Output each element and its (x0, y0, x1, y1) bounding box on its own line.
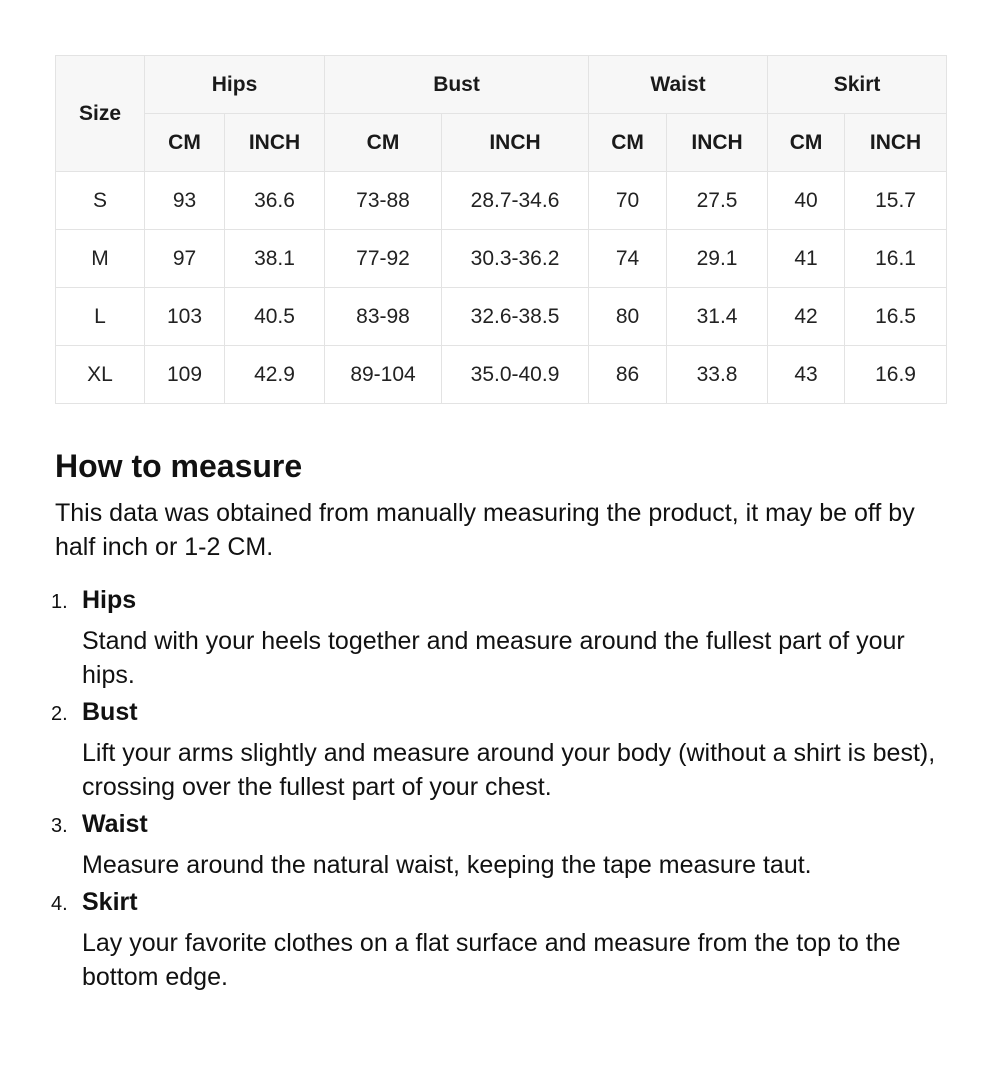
table-cell: 16.9 (845, 346, 947, 404)
table-cell: 40.5 (225, 288, 325, 346)
step-title: Waist (82, 810, 148, 838)
section-title: How to measure (55, 448, 303, 484)
table-cell: 16.1 (845, 230, 947, 288)
waist-group-header: Waist (589, 56, 768, 114)
table-cell: 86 (589, 346, 667, 404)
step-description: Lift your arms slightly and measure around your body (without a shirt is best), crossing over the fullest part of your chest. (82, 739, 936, 801)
table-cell: 97 (145, 230, 225, 288)
table-row (56, 346, 947, 404)
table-cell: 42 (768, 288, 845, 346)
table-cell: 31.4 (667, 288, 768, 346)
table-cell: 16.5 (845, 288, 947, 346)
measure-step-skirt (51, 886, 955, 994)
table-row (56, 230, 947, 288)
size-cell: L (56, 288, 145, 346)
unit-header: CM (589, 114, 667, 172)
table-body (56, 172, 947, 404)
step-description: Stand with your heels together and measure around the fullest part of your hips. (82, 627, 905, 689)
table-header (56, 56, 947, 172)
unit-header: INCH (442, 114, 589, 172)
unit-header: INCH (225, 114, 325, 172)
size-cell: XL (56, 346, 145, 404)
unit-header: INCH (845, 114, 947, 172)
table-cell: 15.7 (845, 172, 947, 230)
table-cell: 93 (145, 172, 225, 230)
step-description: Lay your favorite clothes on a flat surface and measure from the top to the bottom edge. (82, 929, 901, 991)
table-cell: 70 (589, 172, 667, 230)
table-row (56, 288, 947, 346)
measure-step-hips (51, 584, 955, 692)
table-cell: 35.0-40.9 (442, 346, 589, 404)
table-cell: 103 (145, 288, 225, 346)
table-cell: 38.1 (225, 230, 325, 288)
table-cell: 77-92 (325, 230, 442, 288)
measure-step-waist (51, 808, 955, 882)
hips-group-header: Hips (145, 56, 325, 114)
table-cell: 80 (589, 288, 667, 346)
size-chart-table (55, 55, 947, 404)
step-title: Bust (82, 698, 138, 726)
table-cell: 40 (768, 172, 845, 230)
how-to-measure-section (51, 446, 955, 998)
step-number: 1. (51, 591, 68, 613)
table-cell: 109 (145, 346, 225, 404)
table-cell: 27.5 (667, 172, 768, 230)
step-number: 4. (51, 893, 68, 915)
measure-step-bust (51, 696, 955, 804)
table-cell: 83-98 (325, 288, 442, 346)
step-title: Hips (82, 586, 137, 614)
table-cell: 28.7-34.6 (442, 172, 589, 230)
table-row (56, 172, 947, 230)
step-description: Measure around the natural waist, keeping the tape measure taut. (82, 851, 812, 879)
intro-paragraph: This data was obtained from manually measuring the product, it may be off by half inch or 1-2 CM. (55, 499, 915, 561)
measure-steps-list (51, 584, 955, 994)
table-cell: 36.6 (225, 172, 325, 230)
table-cell: 33.8 (667, 346, 768, 404)
step-number: 3. (51, 815, 68, 837)
table-cell: 30.3-36.2 (442, 230, 589, 288)
skirt-group-header: Skirt (768, 56, 947, 114)
unit-header: CM (325, 114, 442, 172)
unit-header: INCH (667, 114, 768, 172)
table-cell: 74 (589, 230, 667, 288)
size-cell: M (56, 230, 145, 288)
bust-group-header: Bust (325, 56, 589, 114)
table-cell: 73-88 (325, 172, 442, 230)
table-cell: 41 (768, 230, 845, 288)
step-number: 2. (51, 703, 68, 725)
table-cell: 89-104 (325, 346, 442, 404)
header-unit-row (56, 114, 947, 172)
unit-header: CM (768, 114, 845, 172)
size-column-header: Size (56, 56, 145, 172)
step-title: Skirt (82, 888, 138, 916)
unit-header: CM (145, 114, 225, 172)
table-cell: 32.6-38.5 (442, 288, 589, 346)
table-cell: 42.9 (225, 346, 325, 404)
size-cell: S (56, 172, 145, 230)
header-group-row (56, 56, 947, 114)
table-cell: 29.1 (667, 230, 768, 288)
table-cell: 43 (768, 346, 845, 404)
